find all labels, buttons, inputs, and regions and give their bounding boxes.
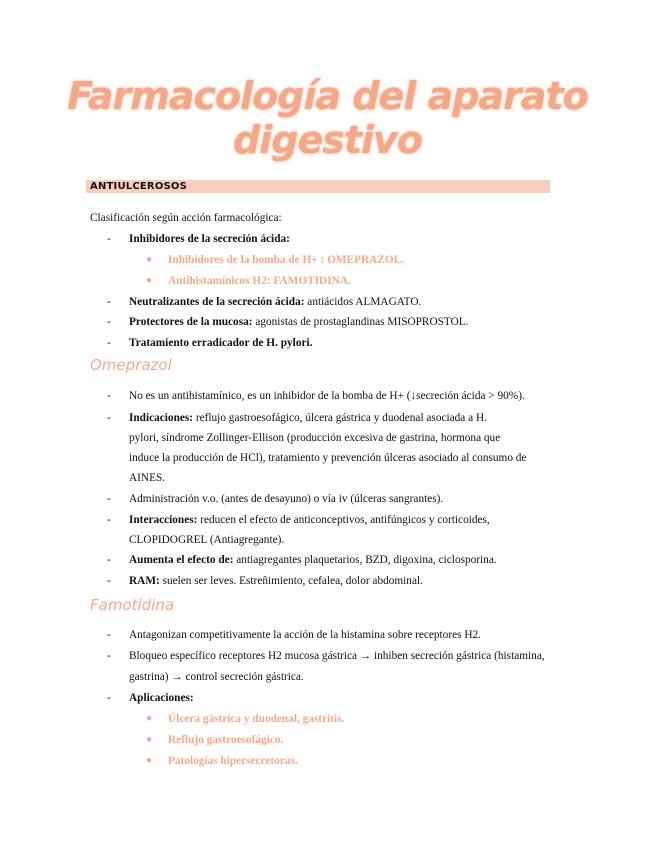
clasificacion-item-4: Tratamiento erradicador de H. pylori. <box>129 337 313 349</box>
bullet-marker: ● <box>146 713 153 724</box>
famotidina-heading: Famotidina <box>90 596 175 614</box>
bullet-marker: ● <box>146 734 153 745</box>
dash-marker: - <box>107 390 111 402</box>
clasificacion-item-2: Neutralizantes de la secreción ácida: antiácidos ALMAGATO. <box>129 296 422 308</box>
bullet-marker: ● <box>146 755 153 766</box>
omeprazol-line-4: induce la producción de HCl), tratamiento y prevención úlceras asociado al consumo de <box>129 452 527 464</box>
omeprazol-aumenta: Aumenta el efecto de: antiagregantes plaquetarios, BZD, digoxina, ciclosporina. <box>129 554 497 566</box>
bullet-marker: ● <box>146 275 153 286</box>
omeprazol-line-1: No es un antihistamínico, es un inhibidor de la bomba de H+ (↓secreción ácida > 90%). <box>129 390 525 402</box>
dash-marker: - <box>107 575 111 587</box>
section-header-label: ANTIULCEROSOS <box>90 181 188 192</box>
dash-marker: - <box>107 629 111 641</box>
dash-marker: - <box>107 316 111 328</box>
famotidina-app-3: Patologías hipersecretoras. <box>168 755 298 767</box>
famotidina-line-1: Antagonizan competitivamente la acción de la histamina sobre receptores H2. <box>129 629 481 641</box>
famotidina-line-2: Bloqueo específico receptores H2 mucosa gástrica → inhiben secreción gástrica (histamina, <box>129 650 545 662</box>
clasificacion-item-3: Protectores de la mucosa: agonistas de prostaglandinas MISOPROSTOL. <box>129 316 469 328</box>
dash-marker: - <box>107 514 111 526</box>
dash-marker: - <box>107 296 111 308</box>
omeprazol-line-3: pylori, síndrome Zollinger-Ellison (producción excesiva de gastrina, hormona que <box>129 432 501 444</box>
clasificacion-subitem-1: Inhibidores de la bomba de H+ : OMEPRAZOL. <box>168 254 404 266</box>
famotidina-app-1: Úlcera gástrica y duodenal, gastritis. <box>168 713 345 725</box>
clasificacion-subitem-2: Antihistamínicos H2: FAMOTIDINA. <box>168 275 351 287</box>
omeprazol-ram: RAM: suelen ser leves. Estreñimiento, cefalea, dolor abdominal. <box>129 575 423 587</box>
dash-marker: - <box>107 554 111 566</box>
dash-marker: - <box>107 412 111 424</box>
omeprazol-administracion: Administración v.o. (antes de desayuno) o vía iv (úlceras sangrantes). <box>129 493 444 505</box>
famotidina-app-2: Reflujo gastroesofágico. <box>168 734 284 746</box>
omeprazol-line-5: AINES. <box>129 472 166 484</box>
omeprazol-heading: Omeprazol <box>90 356 172 374</box>
clasificacion-intro: Clasificación según acción farmacológica: <box>90 212 282 224</box>
famotidina-aplicaciones: Aplicaciones: <box>129 692 194 704</box>
page-title-line1: Farmacología del aparato <box>67 74 588 118</box>
page-title-line2: digestivo <box>233 118 422 162</box>
dash-marker: - <box>107 650 111 662</box>
dash-marker: - <box>107 337 111 349</box>
dash-marker: - <box>107 233 111 245</box>
omeprazol-indicaciones: Indicaciones: reflujo gastroesofágico, úlcera gástrica y duodenal asociada a H. <box>129 412 487 424</box>
dash-marker: - <box>107 493 111 505</box>
famotidina-line-3: gastrina) → control secreción gástrica. <box>129 671 304 683</box>
omeprazol-interacciones: Interacciones: reducen el efecto de anticonceptivos, antifúngicos y corticoides, <box>129 514 490 526</box>
omeprazol-line-8: CLOPIDOGREL (Antiagregante). <box>129 534 285 546</box>
clasificacion-item-1: Inhibidores de la secreción ácida: <box>129 233 290 245</box>
dash-marker: - <box>107 692 111 704</box>
bullet-marker: ● <box>146 254 153 265</box>
